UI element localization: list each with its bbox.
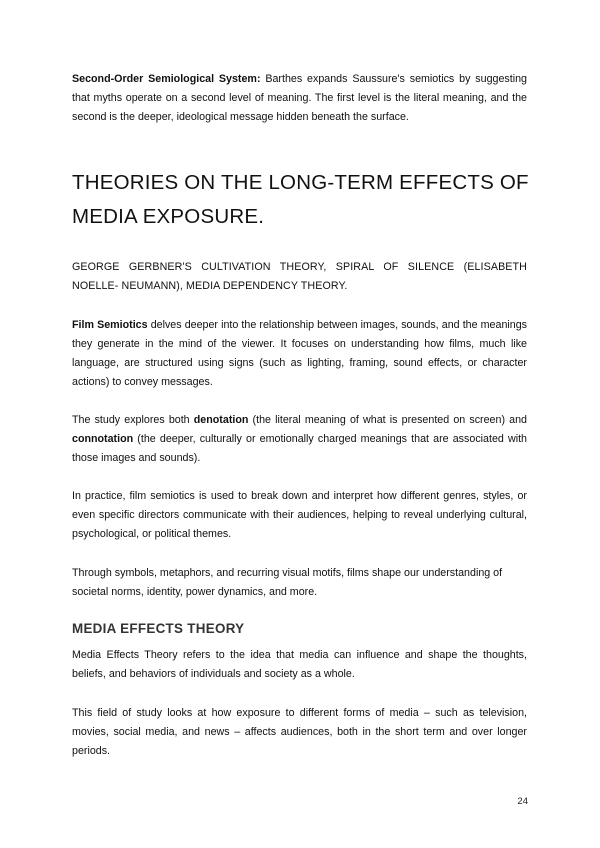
paragraph-denotation-connotation [72,411,527,468]
paragraph-film-semiotics [72,316,527,392]
subsection-heading-media-effects: MEDIA EFFECTS THEORY [72,621,245,636]
paragraph-text: (the literal meaning of what is presented on screen) and [248,414,527,426]
paragraph-text: Barthes expands Saussure's semiotics by suggesting that myths operate on a second level of meaning. The first level is the literal meaning, and the second is the deeper, ideological message hidden beneath the surface. [72,73,527,123]
paragraph-text: (the deeper, culturally or emotionally charged meanings that are associated with those images and sounds). [72,433,527,464]
paragraph-text: The study explores both [72,414,194,426]
paragraph-media-effects-field: This field of study looks at how exposure to different forms of media – such as television, movies, social media, and news – affects audiences, both in the short term and over longer periods. [72,707,527,757]
paragraph-media-effects-definition: Media Effects Theory refers to the idea that media can influence and shape the thoughts, beliefs, and behaviors of individuals and society as a whole. [72,649,527,680]
page-number: 24 [517,796,528,807]
paragraph-theorists: GEORGE GERBNER'S CULTIVATION THEORY, SPIRAL OF SILENCE (ELISABETH NOELLE- NEUMANN), MEDIA DEPENDENCY THEORY. [72,261,527,292]
term-denotation: denotation [193,414,249,426]
paragraph-symbols: Through symbols, metaphors, and recurring visual motifs, films shape our understanding of societal norms, identity, power dynamics, and more. [72,567,503,598]
paragraph-practice: In practice, film semiotics is used to break down and interpret how different genres, styles, or even specific directors communicate with their audiences, helping to reveal underlying cultural, psychological, or political themes. [72,490,527,540]
paragraph-second-order-system [72,70,527,127]
term-film-semiotics: Film Semiotics [72,319,148,331]
section-heading: THEORIES ON THE LONG-TERM EFFECTS OF MEDIA EXPOSURE. [72,171,529,228]
paragraph-text: delves deeper into the relationship between images, sounds, and the meanings they generate in the mind of the viewer. It focuses on understanding how films, much like language, are structured using signs (such as lighting, framing, sound effects, or character actions) to convey messages. [72,319,527,388]
term-second-order-system: Second-Order Semiological System: [72,73,261,85]
term-connotation: connotation [72,433,134,445]
